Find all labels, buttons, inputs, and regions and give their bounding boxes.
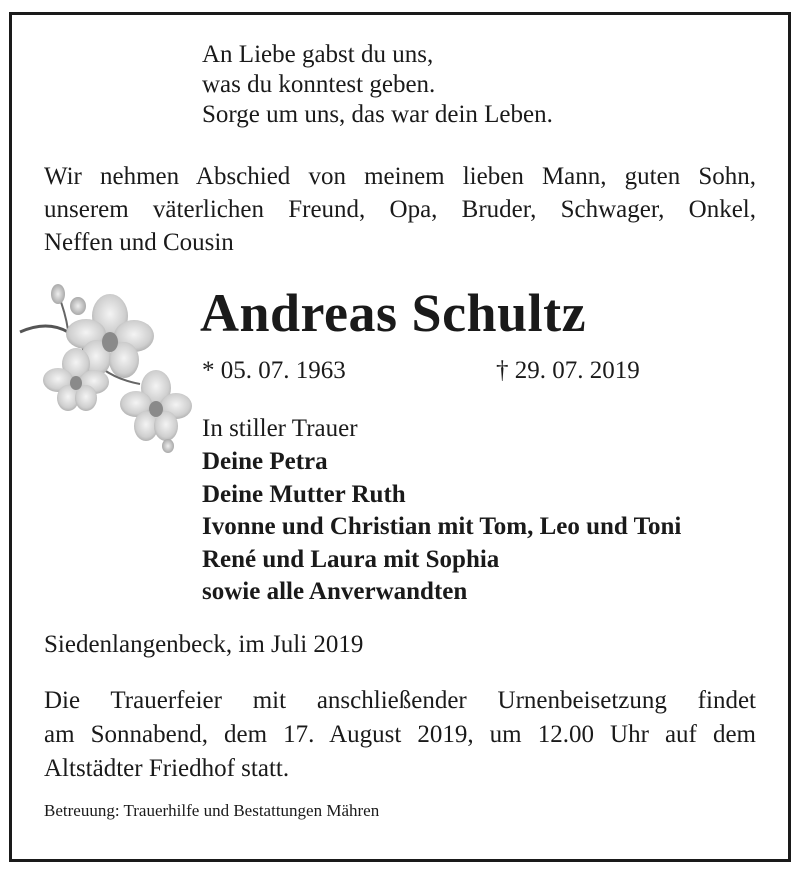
funeral-ceremony-info (44, 684, 756, 786)
intro-line: Wir nehmen Abschied von meinem lieben Mann, guten Sohn, (44, 163, 756, 190)
death-date: † 29. 07. 2019 (496, 357, 640, 384)
mourner-line: Deine Mutter Ruth (202, 480, 406, 508)
intro-line: Neffen und Cousin (44, 229, 234, 256)
poem-line: was du konntest geben. (202, 71, 436, 98)
poem-line: Sorge um uns, das war dein Leben. (202, 101, 553, 128)
poem-line: An Liebe gabst du uns, (202, 41, 434, 68)
place-and-date: Siedenlangenbeck, im Juli 2019 (44, 631, 364, 658)
mourner-line: Deine Petra (202, 448, 328, 475)
farewell-intro (44, 160, 756, 259)
mourners-list (202, 446, 681, 609)
ceremony-line: Altstädter Friedhof statt. (44, 755, 290, 782)
mourner-line: sowie alle Anverwandten (202, 578, 468, 605)
orchid-branch-icon (18, 280, 200, 456)
memorial-poem (202, 40, 553, 130)
deceased-name: Andreas Schultz (200, 283, 587, 343)
ceremony-line: am Sonnabend, dem 17. August 2019, um 12.00 Uhr auf dem (44, 721, 756, 748)
mourner-line: René und Laura mit Sophia (202, 545, 500, 573)
funeral-home-credit: Betreuung: Trauerhilfe und Bestattungen Mähren (44, 801, 380, 820)
ceremony-line: Die Trauerfeier mit anschließender Urnenbeisetzung findet (44, 687, 756, 714)
birth-date: * 05. 07. 1963 (202, 357, 346, 384)
mourner-line: Ivonne und Christian mit Tom, Leo und Toni (202, 513, 682, 540)
mourning-heading: In stiller Trauer (202, 415, 358, 442)
intro-line: unserem väterlichen Freund, Opa, Bruder, Schwager, Onkel, (44, 196, 756, 223)
